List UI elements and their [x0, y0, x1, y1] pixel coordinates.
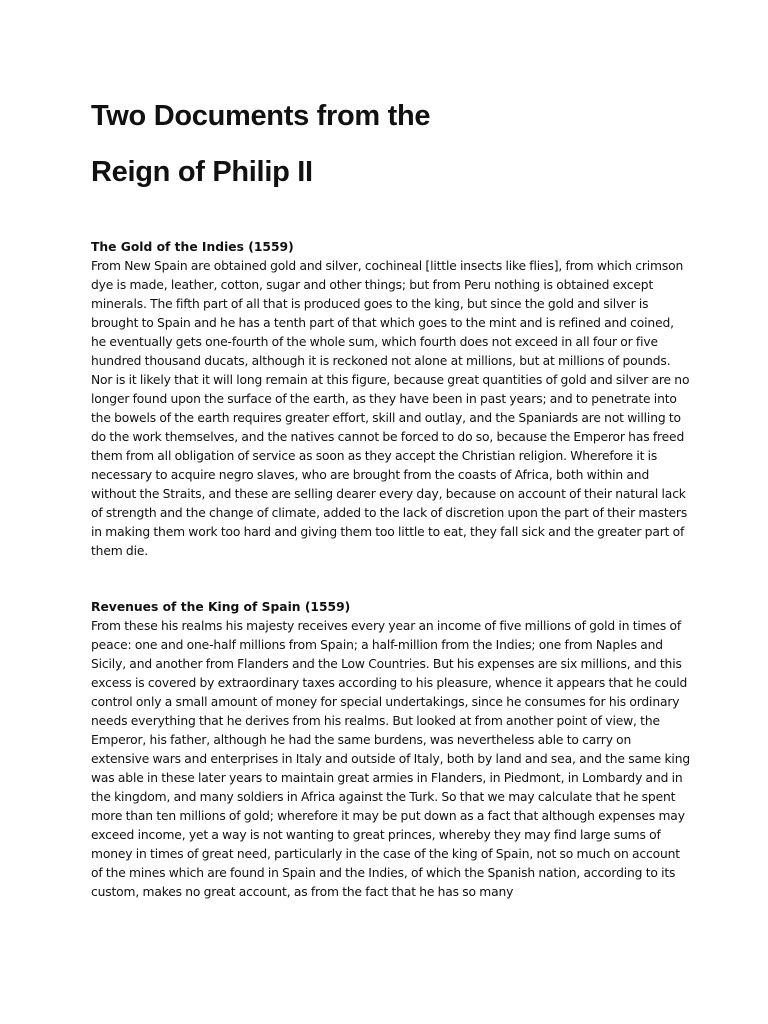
document-title-line-2: Reign of Philip II: [91, 156, 313, 188]
section-heading: Revenues of the King of Spain (1559): [91, 600, 351, 614]
section-heading: The Gold of the Indies (1559): [91, 240, 294, 254]
section-body: From these his realms his majesty receives every year an income of five millions of gold in times of peace: one and one-half millions from Spain; a half-million from the Indies; one from Naples and Sicily, and another from Flanders and the Low Countries. But his expenses are six millions, and this excess is covered by extraordinary taxes according to his pleasure, whence it appears that he could control only a small amount of money for special undertakings, since he consumes for his ordinary needs everything that he derives from his realms. But looked at from another point of view, the Emperor, his father, although he had the same burdens, was nevertheless able to carry on extensive wars and enterprises in Italy and outside of Italy, both by land and sea, and the same king was able in these later years to maintain great armies in Flanders, in Piedmont, in Lombardy and in the kingdom, and many soldiers in Africa against the Turk. So that we may calculate that he spent more than ten millions of gold; wherefore it may be put down as a fact that although expenses may exceed income, yet a way is not wanting to great princes, whereby they may find large sums of money in times of great need, particularly in the case of the king of Spain, not so much on account of the mines which are found in Spain and the Indies, of which the Spanish nation, according to its custom, makes no great account, as from the fact that he has so many: [91, 619, 690, 899]
document-title-line-1: Two Documents from the: [91, 100, 431, 132]
section-gold-of-the-indies: [91, 238, 691, 561]
document-title: [91, 88, 691, 200]
section-revenues-of-the-king: [91, 598, 691, 902]
section-body: From New Spain are obtained gold and silver, cochineal [little insects like flies], from which crimson dye is made, leather, cotton, sugar and other things; but from Peru nothing is obtained except minerals. The fifth part of all that is produced goes to the king, but since the gold and silver is brought to Spain and he has a tenth part of that which goes to the mint and is refined and coined, he eventually gets one-fourth of the whole sum, which fourth does not exceed in all four or five hundred thousand ducats, although it is reckoned not alone at millions, but at millions of pounds. Nor is it likely that it will long remain at this figure, because great quantities of gold and silver are no longer found upon the surface of the earth, as they have been in past years; and to penetrate into the bowels of the earth requires greater effort, skill and outlay, and the Spaniards are not willing to do the work themselves, and the natives cannot be forced to do so, because the Emperor has freed them from all obligation of service as soon as they accept the Christian religion. Wherefore it is necessary to acquire negro slaves, who are brought from the coasts of Africa, both within and without the Straits, and these are selling dearer every day, because on account of their natural lack of strength and the change of climate, added to the lack of discretion upon the part of their masters in making them work too hard and giving them too little to eat, they fall sick and the greater part of them die.: [91, 259, 690, 558]
